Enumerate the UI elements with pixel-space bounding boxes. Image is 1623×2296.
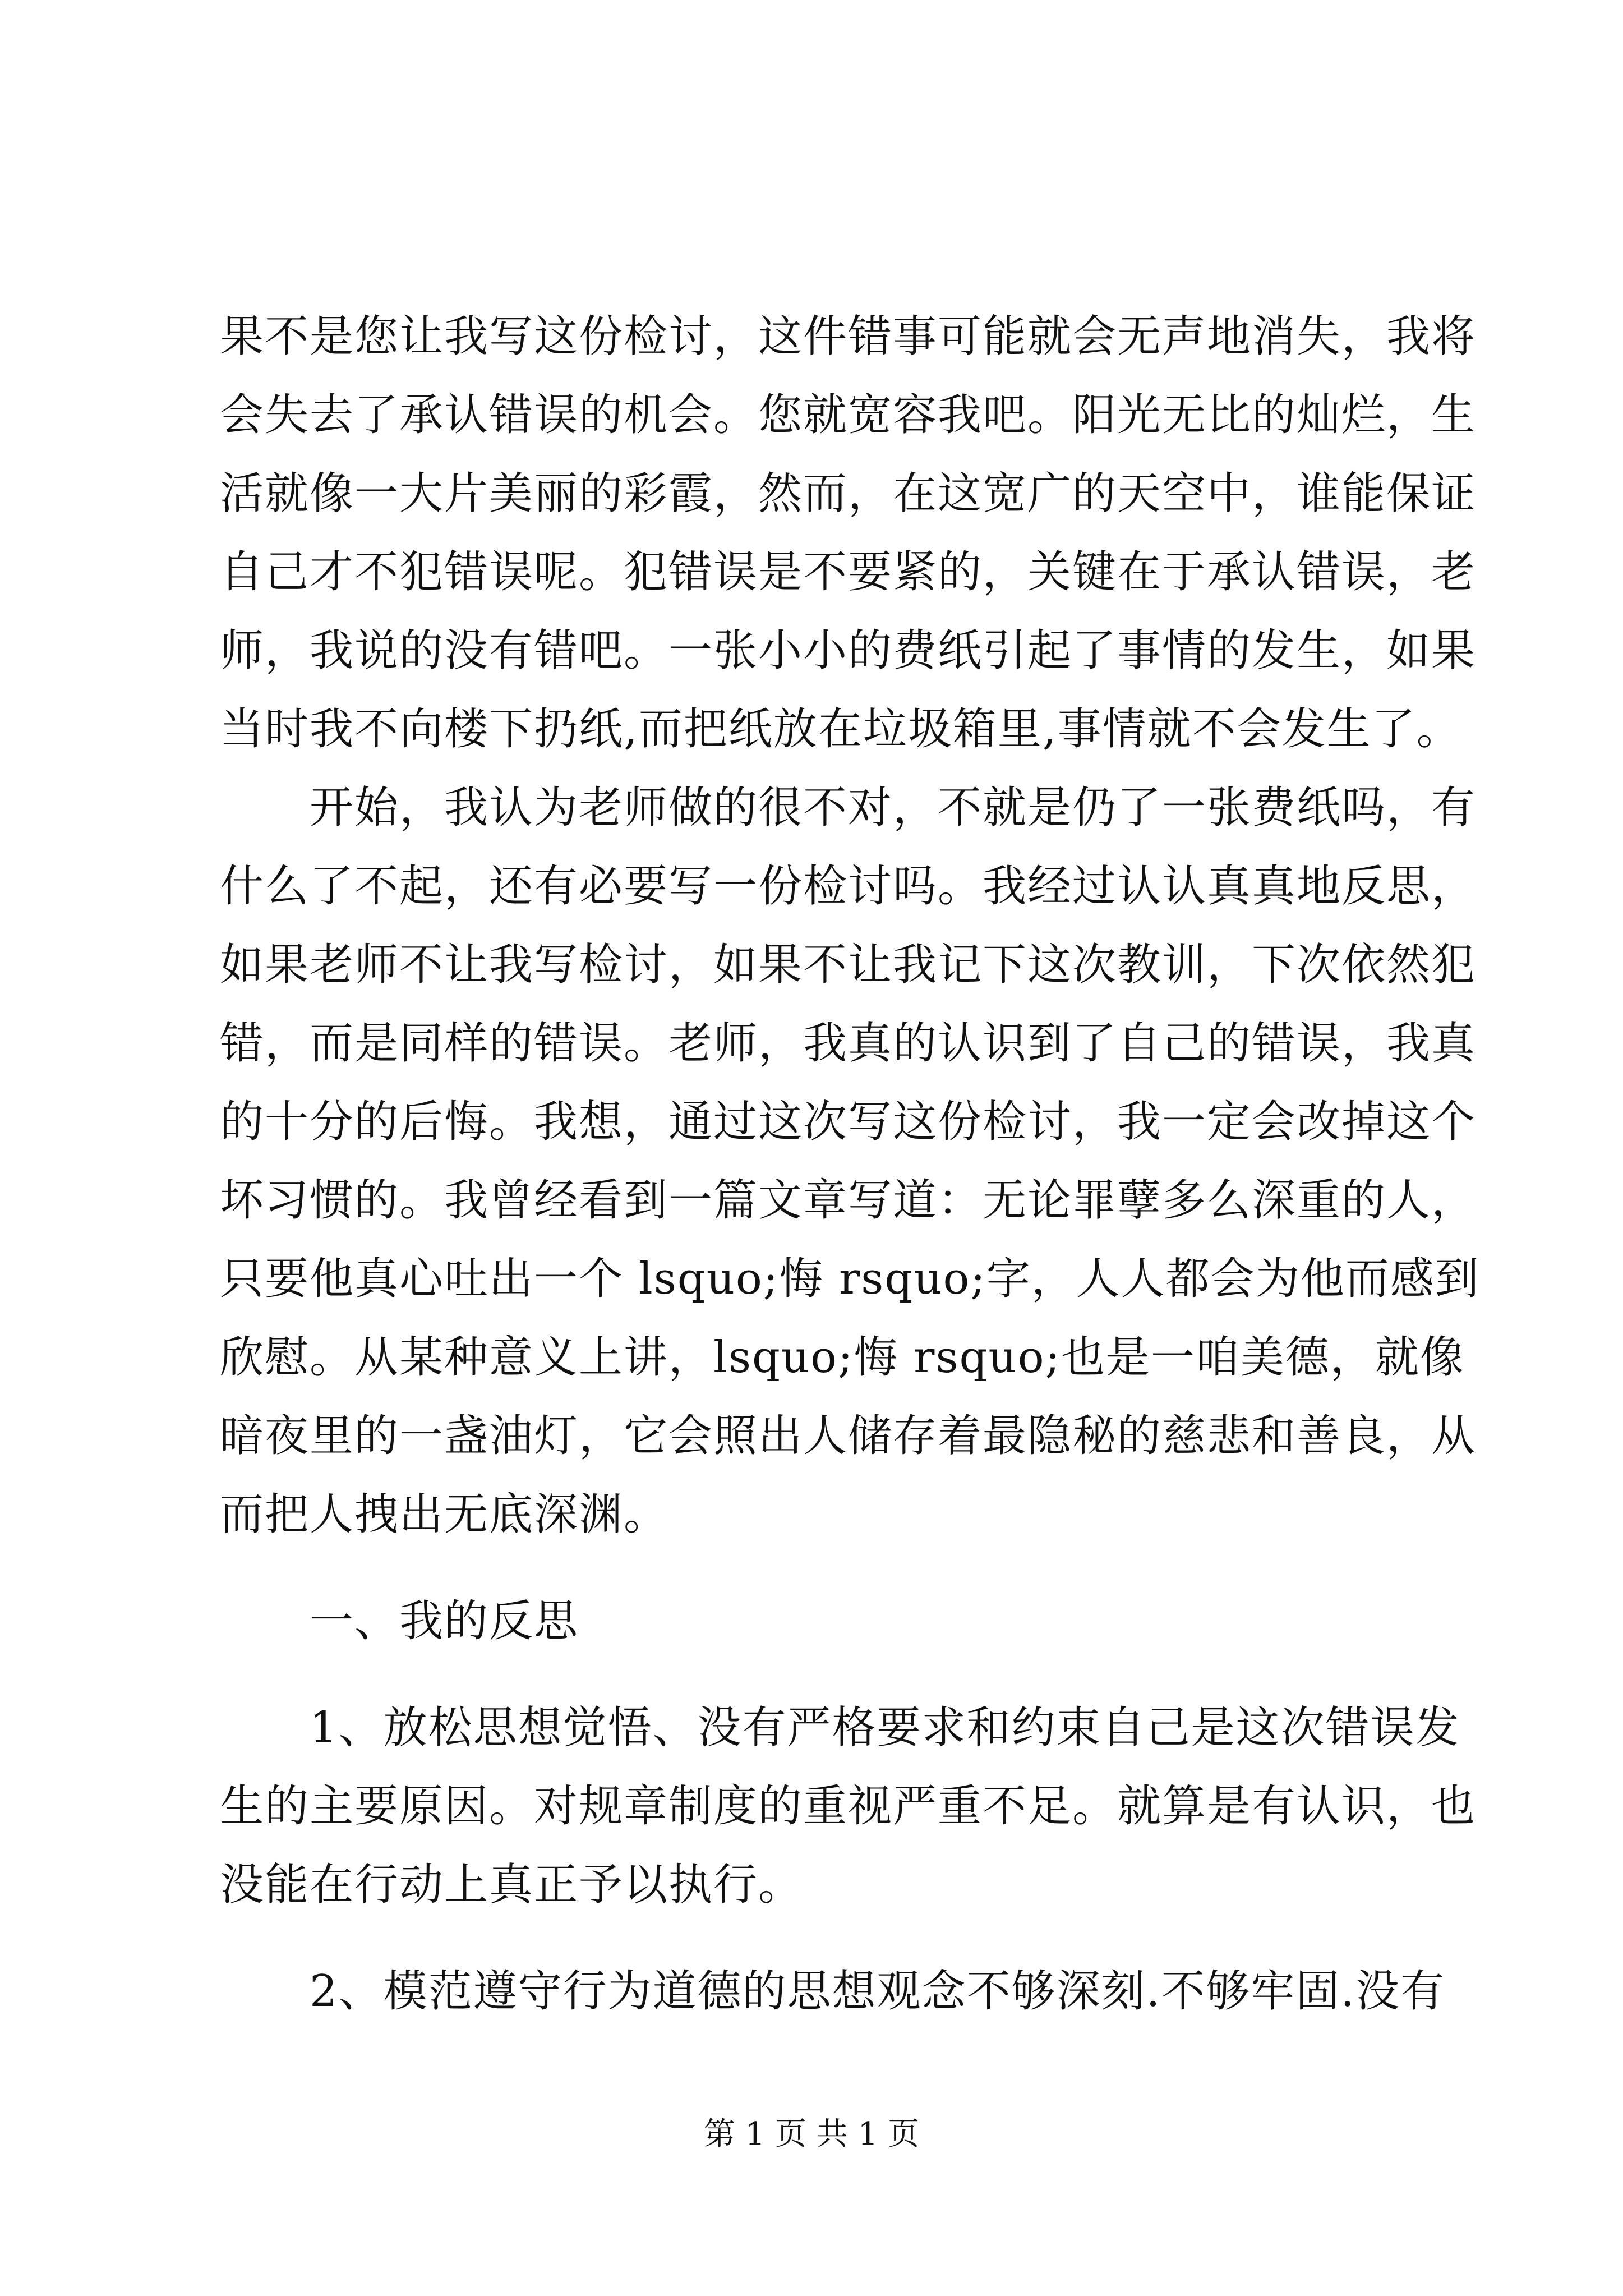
text-line: 没能在行动上真正予以执行。 — [220, 1860, 804, 1910]
text-line: 活就像一大片美丽的彩霞，然而，在这宽广的天空中，谁能保证 — [220, 468, 1477, 519]
text-line: 2、模范遵守行为道德的思想观念不够深刻.不够牢固.没有 — [220, 1966, 1446, 2017]
text-line: 什么了不起，还有必要写一份检讨吗。我经过认认真真地反思， — [220, 861, 1477, 912]
text-line: 的十分的后悔。我想，通过这次写这份检讨，我一定会改掉这个 — [220, 1097, 1477, 1147]
text-line: 自己才不犯错误呢。犯错误是不要紧的，关键在于承认错误，老 — [220, 547, 1477, 597]
text-line: 1、放松思想觉悟、没有严格要求和约束自己是这次错误发 — [220, 1703, 1460, 1753]
text-line: 只要他真心吐出一个 lsquo;悔 rsquo;字，人人都会为他而感到 — [220, 1254, 1480, 1304]
text-line: 师，我说的没有错吧。一张小小的费纸引起了事情的发生，如果 — [220, 625, 1477, 676]
text-line: 坏习惯的。我曾经看到一篇文章写道：无论罪孽多么深重的人， — [220, 1175, 1477, 1226]
text-line: 会失去了承认错误的机会。您就宽容我吧。阳光无比的灿烂，生 — [220, 390, 1477, 440]
text-line: 开始，我认为老师做的很不对，不就是仍了一张费纸吗，有 — [220, 783, 1477, 833]
text-line: 而把人拽出无底深渊。 — [220, 1489, 669, 1540]
text-line: 欣慰。从某种意义上讲，lsquo;悔 rsquo;也是一咱美德，就像 — [220, 1332, 1465, 1383]
text-line: 如果老师不让我写检讨，如果不让我记下这次教训，下次依然犯 — [220, 940, 1477, 990]
section-heading: 一、我的反思 — [220, 1596, 579, 1646]
page-footer: 第 1 页 共 1 页 — [703, 2116, 920, 2152]
text-line: 错，而是同样的错误。老师，我真的认识到了自己的错误，我真 — [220, 1018, 1477, 1069]
text-line: 暗夜里的一盏油灯，它会照出人储存着最隐秘的慈悲和善良，从 — [220, 1411, 1477, 1461]
text-line: 当时我不向楼下扔纸,而把纸放在垃圾箱里,事情就不会发生了。 — [220, 704, 1461, 754]
text-line: 生的主要原因。对规章制度的重视严重不足。就算是有认识，也 — [220, 1781, 1477, 1832]
text-line: 果不是您让我写这份检讨，这件错事可能就会无声地消失，我将 — [220, 311, 1477, 362]
